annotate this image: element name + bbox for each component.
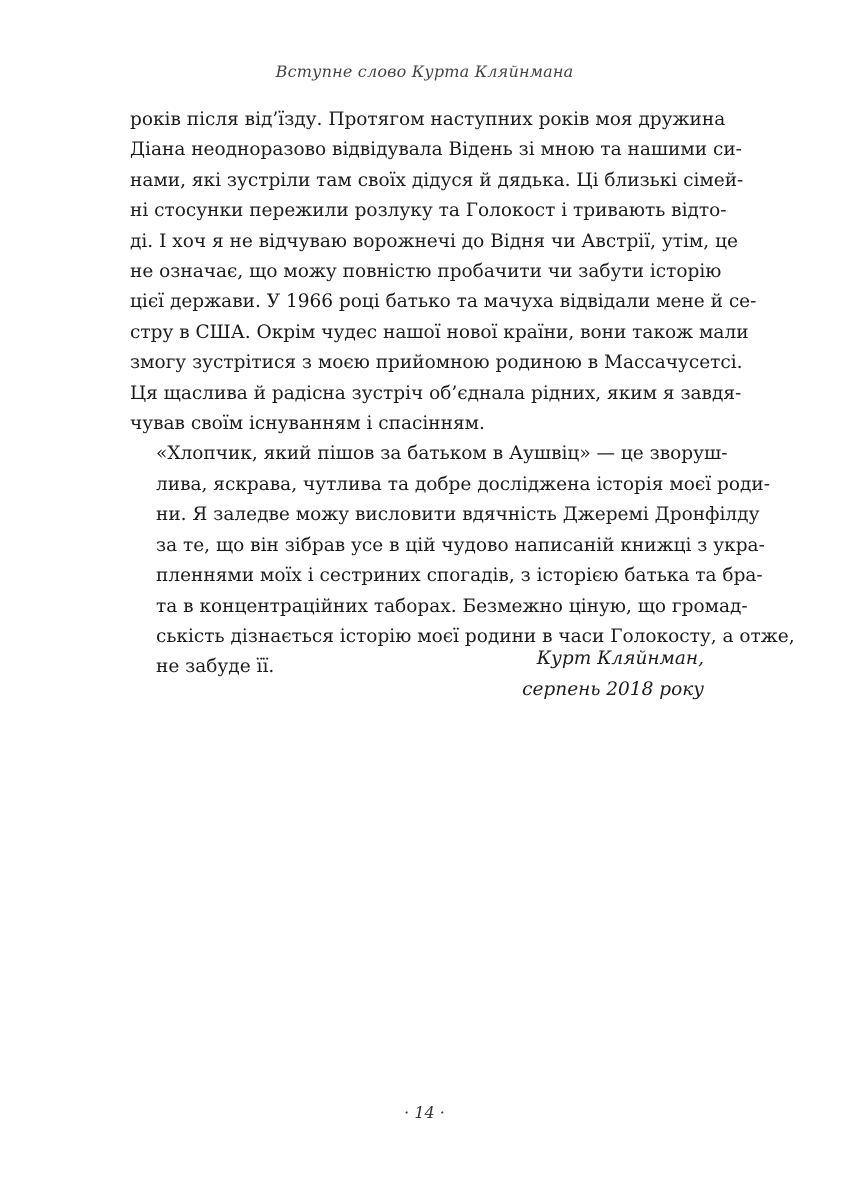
text-line: ні стосунки пережили розлуку та Голокост і тривають відто- (130, 200, 727, 222)
text-line: ськість дізнається історію моєї родини в часи Голокосту, а отже, (156, 625, 795, 647)
text-line: «Хлопчик, який пішов за батьком в Аушвіц» — це зворуш- (156, 443, 728, 465)
text-line: нами, які зустріли там своїх дідуся й дядька. Ці близькі сімей- (130, 169, 744, 191)
text-line: стру в США. Окрім чудес нашої нової країни, вони також мали (130, 321, 749, 343)
text-line: цієї держави. У 1966 році батько та мачуха відвідали мене й се- (130, 291, 757, 313)
text-line: за те, що він зібрав усе в цій чудово написаній книжці з укра- (156, 534, 765, 556)
signature (522, 643, 704, 705)
text-line: лива, яскрава, чутлива та добре досліджена історія моєї роди- (156, 473, 770, 495)
signature-name: Курт Кляйнман, (536, 648, 704, 669)
text-line: та в концентраційних таборах. Безмежно ціную, що громад- (156, 595, 748, 617)
text-line: не означає, що можу повністю пробачити чи забути історію (130, 261, 722, 283)
text-line: не забуде її. (156, 656, 275, 678)
text-line: чував своїм існуванням і спасінням. (130, 413, 485, 435)
text-line: змогу зустрітися з моєю прийомною родиною в Массачусетсі. (130, 352, 743, 374)
page-number: · 14 · (404, 1103, 445, 1122)
body-text (130, 105, 795, 683)
signature-date: серпень 2018 року (522, 679, 704, 700)
text-line: ді. І хоч я не відчуваю ворожнечі до Відня чи Австрії, утім, це (130, 230, 738, 252)
text-line: Діана неодноразово відвідувала Відень зі мною та нашими си- (130, 139, 742, 161)
paragraph-1 (130, 105, 757, 439)
text-line: пленнями моїх і сестриних спогадів, з історією батька та бра- (156, 565, 763, 587)
running-header: Вступне слово Курта Кляйнмана (275, 62, 574, 81)
text-line: Ця щаслива й радісна зустріч об’єднала рідних, яким я завдя- (130, 382, 742, 404)
text-line: років після від’їзду. Протягом наступних років моя дружина (130, 109, 726, 130)
text-line: ни. Я заледве можу висловити вдячність Джеремі Дронфілду (156, 504, 760, 526)
